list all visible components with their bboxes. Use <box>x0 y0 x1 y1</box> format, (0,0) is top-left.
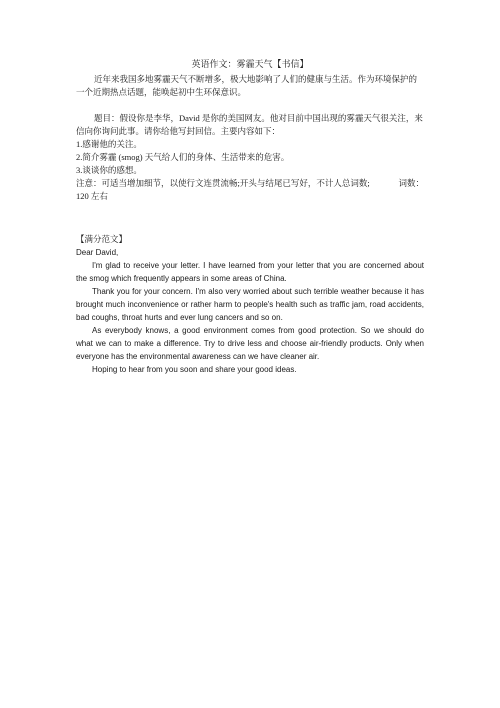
letter-paragraph-2: Thank you for your concern. I'm also very worried about such terrible weather because it has brought much inconvenience or rather harm to people's health such as traffic jam, road accidents, bad coughs, throat hurts and ever lung cancers and so on. <box>76 287 424 322</box>
task-note-text: 注意：可适当增加细节，以使行文连贯流畅;开头与结尾已写好，不计人总词数; <box>76 178 370 188</box>
spacer <box>76 203 424 233</box>
document-page <box>76 58 424 376</box>
task-item-3: 3.谈谈你的感想。 <box>76 165 142 175</box>
sample-heading: 【满分范文】 <box>76 234 128 244</box>
word-count-label: 词数： <box>398 178 424 188</box>
task-prompt: 题目：假设你是李华，David 是你的美国网友。他对目前中国出现的雾霾天气很关注，来信向你询问此事。请你给他写封回信。主要内容如下： <box>76 113 423 136</box>
word-count-value: 120 左右 <box>76 191 108 201</box>
document-title: 英语作文：雾霾天气【书信】 <box>191 59 309 69</box>
task-note <box>76 177 424 190</box>
task-item-2: 2.简介雾霾 (smog) 天气给人们的身体、生活带来的危害。 <box>76 152 290 162</box>
letter-paragraph-4: Hoping to hear from you soon and share your good ideas. <box>92 365 297 374</box>
letter-greeting: Dear David, <box>76 248 119 257</box>
intro-paragraph: 近年来我国多地雾霾天气不断增多，极大地影响了人们的健康与生活。作为环境保护的一个近期热点话题，能唤起初中生环保意识。 <box>76 74 418 97</box>
spacer <box>76 99 424 112</box>
task-item-1: 1.感谢他的关注。 <box>76 139 142 149</box>
letter-paragraph-1: I'm glad to receive your letter. I have learned from your letter that you are concerned about the smog which frequently appears in some areas of China. <box>76 261 424 283</box>
letter-paragraph-3: As everybody knows, a good environment comes from good protection. So we should do what we can to make a difference. Try to drive less and choose air-friendly products. Only when everyone has the environmental awareness can we have cleaner air. <box>76 326 424 361</box>
